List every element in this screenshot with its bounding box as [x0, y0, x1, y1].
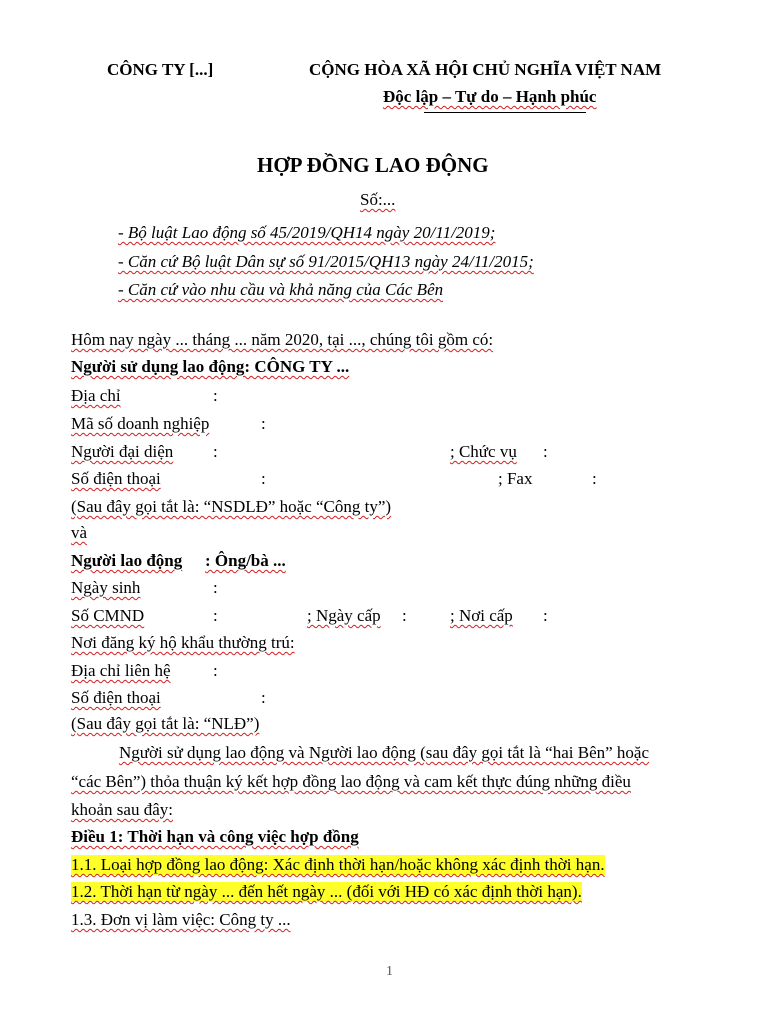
article-1-item-3: 1.3. Đơn vị làm việc: Công ty ...: [71, 910, 291, 929]
company-name: CÔNG TY [...]: [107, 60, 214, 79]
employer-address-colon: :: [213, 386, 218, 405]
legal-basis-2: - Căn cứ Bộ luật Dân sự số 91/2015/QH13 ngày 24/11/2015;: [118, 252, 534, 271]
employer-position-label: ; Chức vụ: [450, 442, 517, 461]
legal-basis-3: - Căn cứ vào nhu cầu và khả năng của Các Bên: [118, 280, 444, 299]
employer-note: (Sau đây gọi tắt là: “NSDLĐ” hoặc “Công ty”): [71, 497, 392, 516]
employer-phone-colon: :: [261, 469, 266, 488]
employer-fax-colon: :: [592, 469, 597, 488]
contract-title: HỢP ĐỒNG LAO ĐỘNG: [257, 153, 489, 177]
employee-issue-place-colon: :: [543, 606, 548, 625]
employer-tax-colon: :: [261, 414, 266, 433]
agreement-line-3: khoản sau đây:: [71, 800, 173, 819]
employee-heading-label: Người lao động: [71, 551, 183, 570]
employee-contact-colon: :: [213, 661, 218, 680]
employer-position-colon: :: [543, 442, 548, 461]
employer-rep-colon: :: [213, 442, 218, 461]
article-1-item-2: 1.2. Thời hạn từ ngày ... đến hết ngày ... (đối với HĐ có xác định thời hạn).: [71, 882, 582, 901]
employee-note: (Sau đây gọi tắt là: “NLĐ”): [71, 714, 260, 733]
employer-tax-label: Mã số doanh nghiệp: [71, 414, 210, 433]
employer-address-label: Địa chỉ: [71, 386, 121, 405]
agreement-line-2: “các Bên”) thỏa thuận ký kết hợp đồng lao động và cam kết thực đúng những điều: [71, 772, 631, 791]
employee-contact-label: Địa chỉ liên hệ: [71, 661, 171, 680]
employee-id-label: Số CMND: [71, 606, 145, 625]
intro-line: Hôm nay ngày ... tháng ... năm 2020, tại ..., chúng tôi gồm có:: [71, 330, 494, 349]
employer-rep-label: Người đại diện: [71, 442, 174, 461]
conjunction-and: và: [71, 523, 88, 542]
page-number: 1: [386, 964, 393, 979]
employee-issue-date-colon: :: [402, 606, 407, 625]
article-1-heading: Điều 1: Thời hạn và công việc hợp đồng: [71, 827, 359, 846]
employee-issue-date-label: ; Ngày cấp: [307, 606, 381, 625]
agreement-line-1: Người sử dụng lao động và Người lao động (sau đây gọi tắt là “hai Bên” hoặc: [119, 743, 650, 762]
employee-phone-colon: :: [261, 688, 266, 707]
employee-dob-colon: :: [213, 578, 218, 597]
employee-heading-value: : Ông/bà ...: [205, 551, 286, 570]
nation-name: CỘNG HÒA XÃ HỘI CHỦ NGHĨA VIỆT NAM: [309, 60, 662, 79]
motto-underline: [424, 112, 586, 113]
employee-residence-label: Nơi đăng ký hộ khẩu thường trú:: [71, 633, 295, 652]
employee-issue-place-label: ; Nơi cấp: [450, 606, 513, 625]
employee-id-colon: :: [213, 606, 218, 625]
contract-number: Số:...: [360, 190, 396, 209]
employer-heading: Người sử dụng lao động: CÔNG TY ...: [71, 357, 350, 376]
article-1-item-1: 1.1. Loại hợp đồng lao động: Xác định thời hạn/hoặc không xác định thời hạn.: [71, 855, 605, 874]
employee-phone-label: Số điện thoại: [71, 688, 161, 707]
national-motto: Độc lập – Tự do – Hạnh phúc: [383, 87, 597, 106]
employee-dob-label: Ngày sinh: [71, 578, 141, 597]
employer-fax-label: ; Fax: [498, 469, 533, 488]
employer-phone-label: Số điện thoại: [71, 469, 161, 488]
legal-basis-1: - Bộ luật Lao động số 45/2019/QH14 ngày 20/11/2019;: [118, 223, 496, 242]
